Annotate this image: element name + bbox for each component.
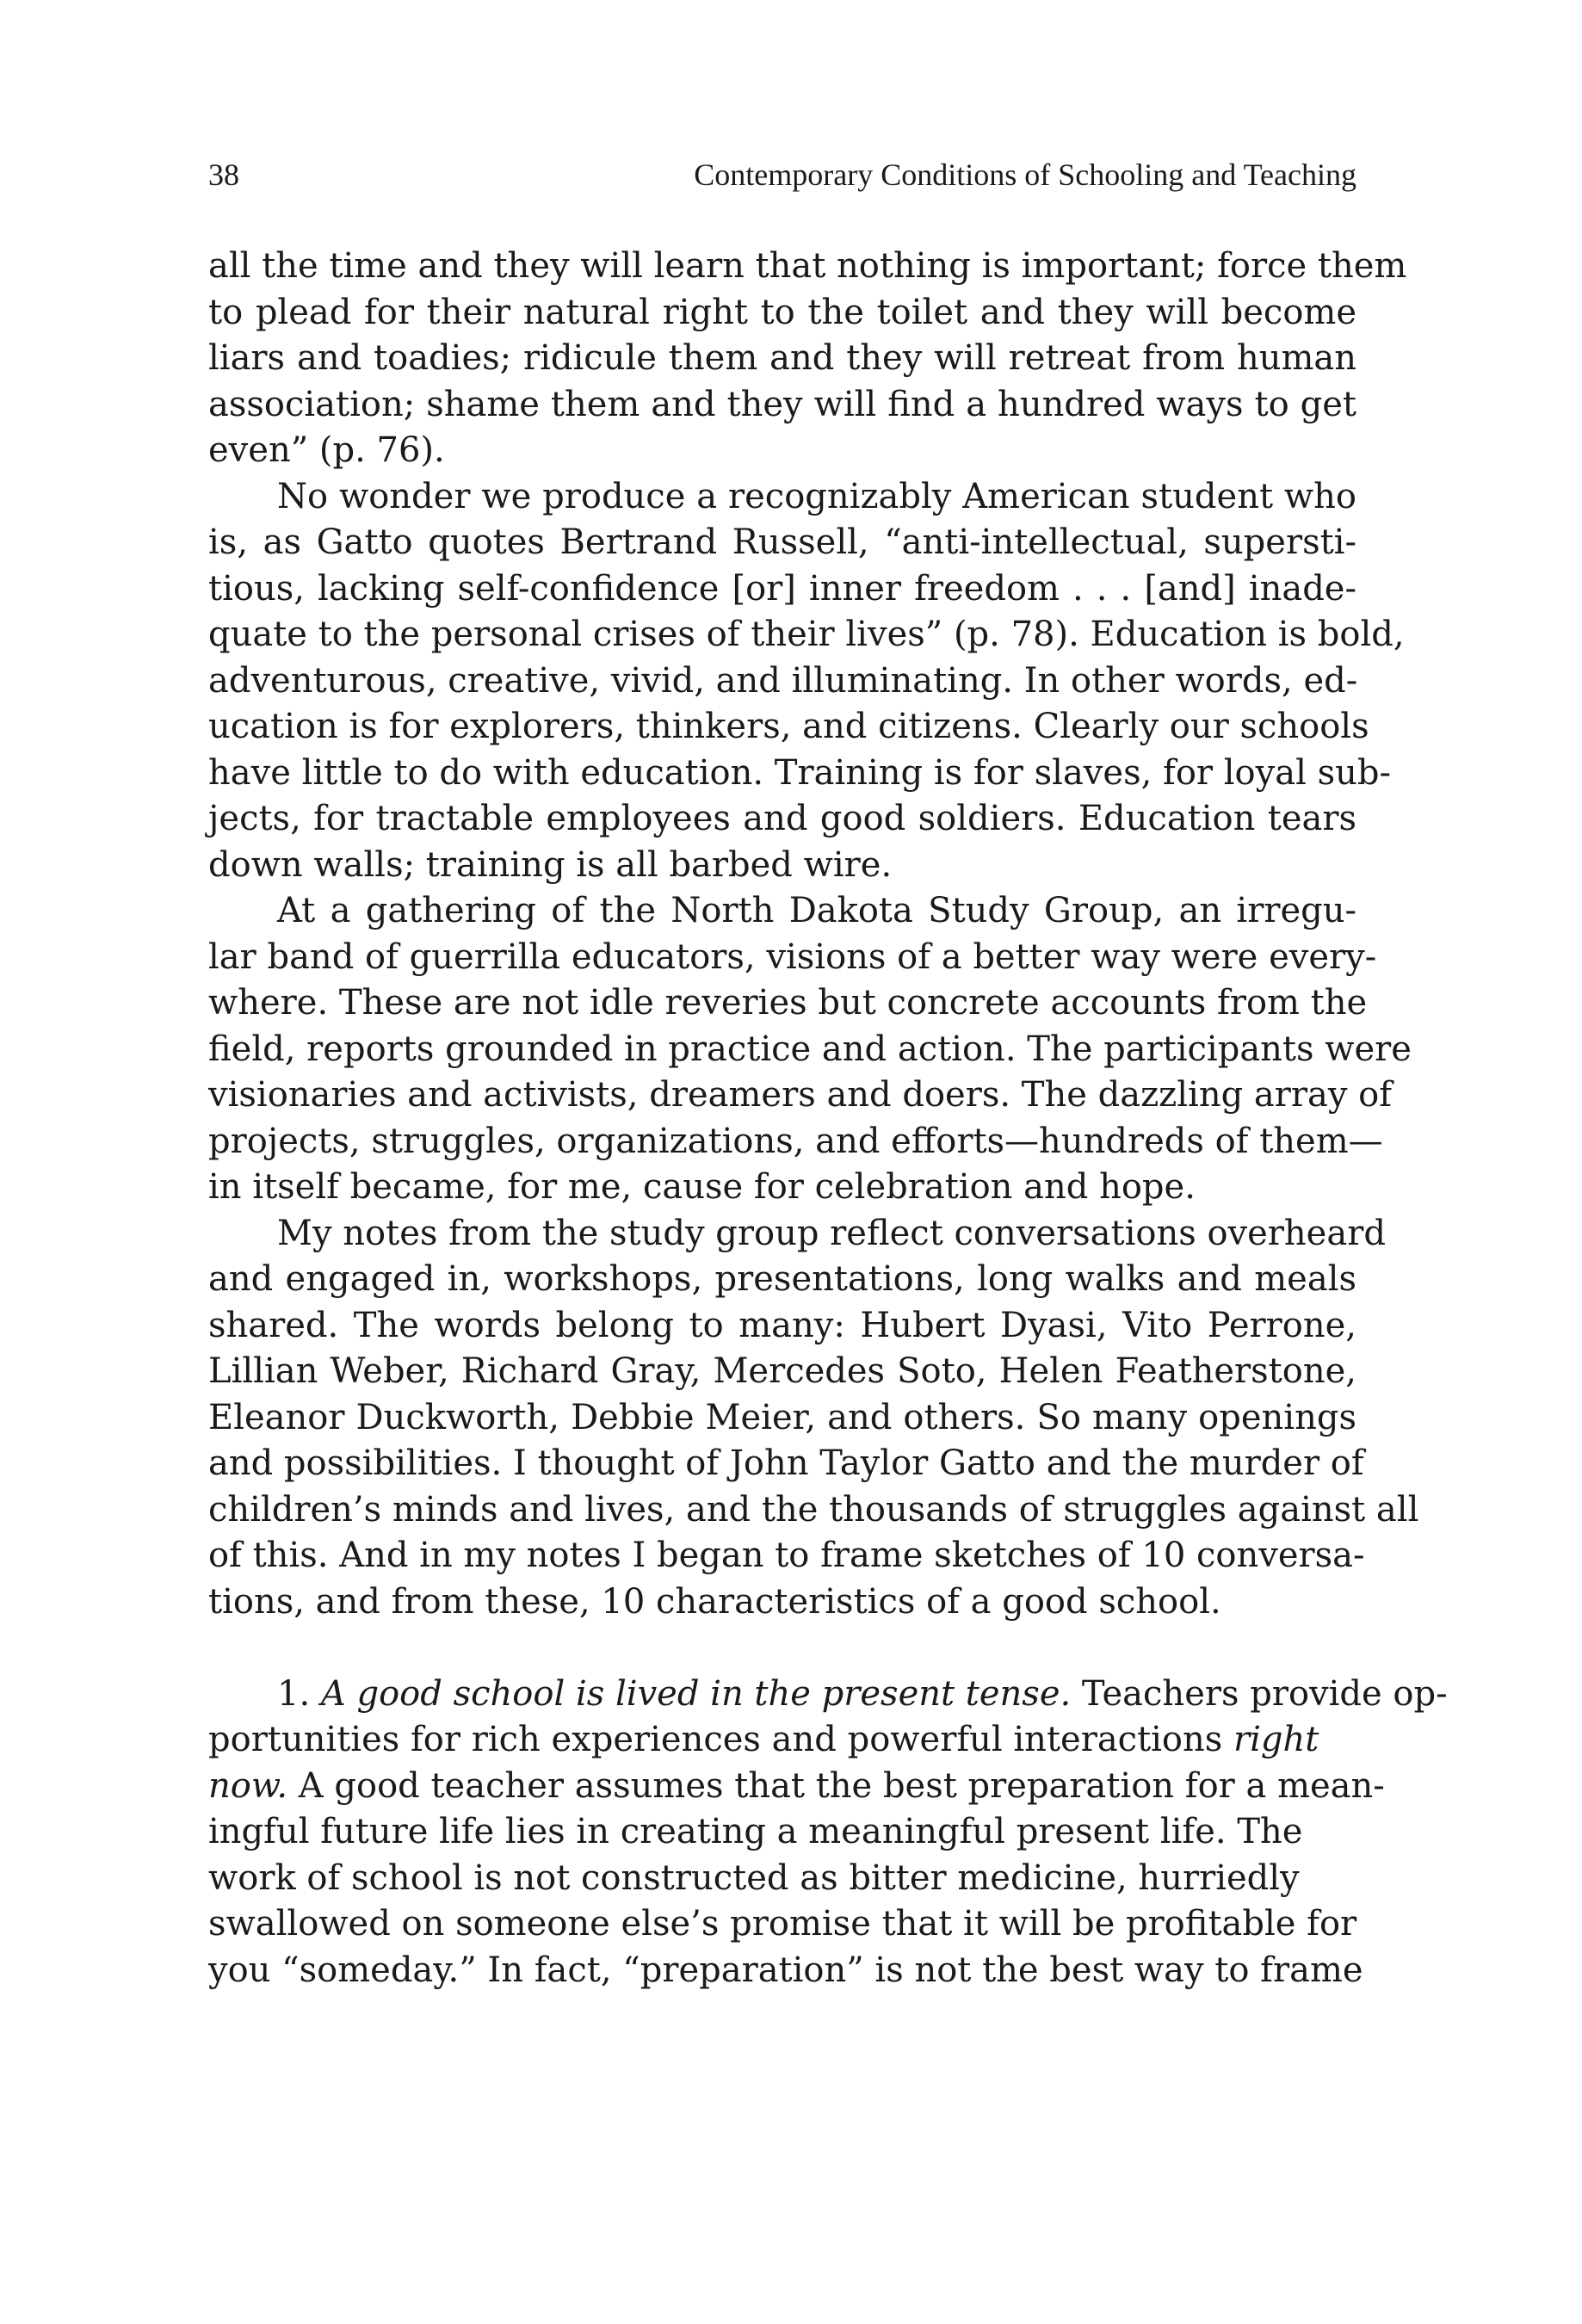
- text-line: [208, 1717, 1356, 1764]
- text-line: association; shame them and they will find a hundred ways to get: [208, 384, 1356, 424]
- section-gap: [208, 1625, 1356, 1672]
- paragraph-3: [208, 888, 1412, 1211]
- text-line: down walls; training is all barbed wire.: [208, 844, 893, 885]
- item-emphasis: now.: [208, 1765, 288, 1806]
- text-line: shared. The words belong to many: Hubert Dyasi, Vito Perrone,: [208, 1305, 1356, 1345]
- text-line: [208, 1672, 1448, 1718]
- text-line: and possibilities. I thought of John Taylor Gatto and the murder of: [208, 1443, 1364, 1483]
- text-line: Lillian Weber, Richard Gray, Mercedes Soto, Helen Featherstone,: [208, 1351, 1356, 1391]
- text-line: No wonder we produce a recognizably American student who: [277, 476, 1356, 516]
- text-line: even” (p. 76).: [208, 430, 445, 470]
- text-line: in itself became, for me, cause for celebration and hope.: [208, 1167, 1196, 1207]
- paragraph-4: [208, 1211, 1419, 1626]
- text-line: tions, and from these, 10 characteristics of a good school.: [208, 1581, 1221, 1622]
- numbered-item-1: [208, 1672, 1448, 1994]
- paragraph-1: [208, 244, 1407, 474]
- text-line: [208, 1764, 1385, 1810]
- item-number: 1.: [277, 1673, 311, 1714]
- running-head: [208, 153, 1356, 196]
- text-line: is, as Gatto quotes Bertrand Russell, “anti-intellectual, supersti-: [208, 522, 1356, 562]
- text-line: ucation is for explorers, thinkers, and citizens. Clearly our schools: [208, 707, 1369, 746]
- text-line: to plead for their natural right to the toilet and they will become: [208, 292, 1356, 332]
- text-line: and engaged in, workshops, presentations, long walks and meals: [208, 1259, 1356, 1299]
- item-emphasis: right: [1233, 1720, 1319, 1759]
- text-line: where. These are not idle reveries but concrete accounts from the: [208, 983, 1368, 1023]
- text-line: adventurous, creative, vivid, and illuminating. In other words, ed-: [208, 660, 1358, 701]
- text-line: jects, for tractable employees and good soldiers. Education tears: [208, 799, 1356, 838]
- text-line: you “someday.” In fact, “preparation” is not the best way to frame: [208, 1950, 1363, 1990]
- item-heading: A good school is lived in the present tense.: [320, 1673, 1072, 1714]
- text-line: visionaries and activists, dreamers and doers. The dazzling array of: [208, 1075, 1393, 1115]
- text-line: At a gathering of the North Dakota Study Group, an irregu-: [277, 891, 1356, 930]
- text-line: quate to the personal crises of their lives” (p. 78). Education is bold,: [208, 615, 1405, 654]
- paragraph-2: [208, 474, 1405, 889]
- text-line: Eleanor Duckworth, Debbie Meier, and others. So many openings: [208, 1397, 1356, 1437]
- page-number: 38: [208, 158, 239, 192]
- text-line: work of school is not constructed as bitter medicine, hurriedly: [208, 1857, 1300, 1898]
- text-line: all the time and they will learn that nothing is important; force them: [208, 246, 1407, 286]
- text-line: lar band of guerrilla educators, visions of a better way were every-: [208, 936, 1377, 977]
- item-text: Teachers provide op-: [1071, 1673, 1448, 1714]
- text-line: of this. And in my notes I began to frame sketches of 10 conversa-: [208, 1536, 1365, 1575]
- item-text: portunities for rich experiences and powerful interactions: [208, 1720, 1234, 1759]
- item-text: A good teacher assumes that the best preparation for a mean-: [287, 1765, 1385, 1806]
- text-line: children’s minds and lives, and the thousands of struggles against all: [208, 1489, 1419, 1530]
- text-line: liars and toadies; ridicule them and they will retreat from human: [208, 338, 1356, 378]
- text-line: My notes from the study group reflect conversations overheard: [277, 1213, 1386, 1253]
- body-text: [208, 244, 1448, 1993]
- running-title: Contemporary Conditions of Schooling and Teaching: [694, 158, 1356, 192]
- text-line: swallowed on someone else’s promise that it will be profitable for: [208, 1904, 1357, 1944]
- text-line: projects, struggles, organizations, and efforts—hundreds of them—: [208, 1121, 1383, 1161]
- text-line: ingful future life lies in creating a meaningful present life. The: [208, 1812, 1303, 1851]
- text-line: have little to do with education. Training is for slaves, for loyal sub-: [208, 752, 1391, 793]
- text-line: field, reports grounded in practice and action. The participants were: [208, 1029, 1412, 1069]
- text-line: tious, lacking self-confidence [or] inner freedom . . . [and] inade-: [208, 568, 1356, 609]
